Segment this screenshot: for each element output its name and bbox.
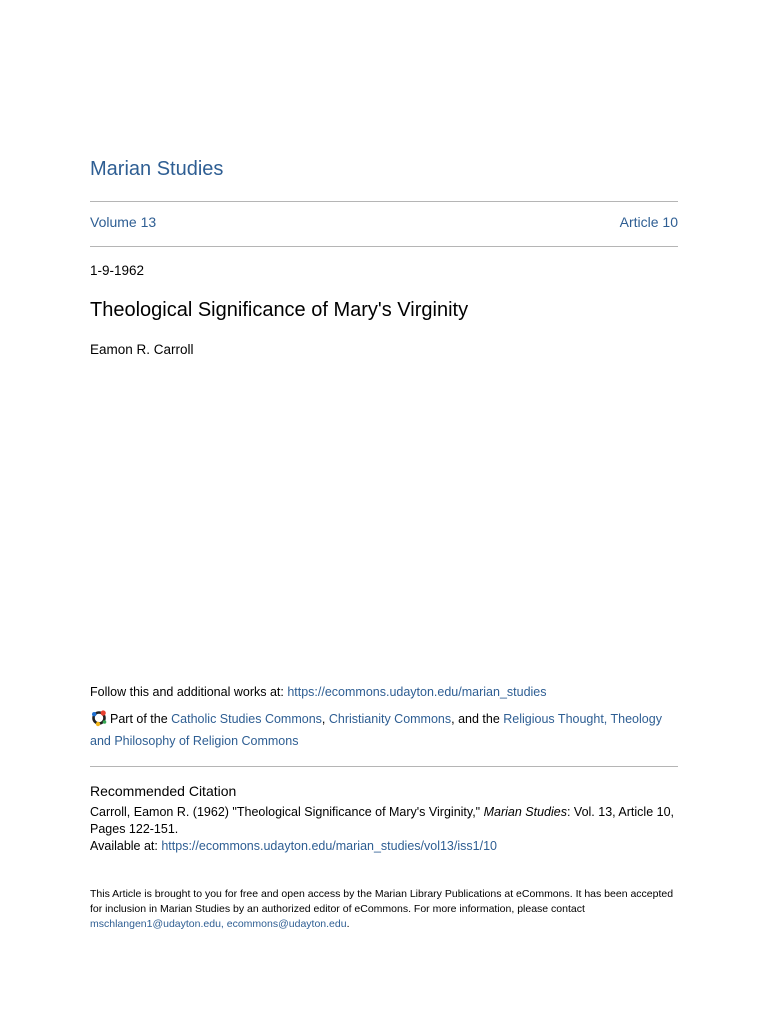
- follow-url-link[interactable]: https://ecommons.udayton.edu/marian_studies: [287, 685, 547, 699]
- citation-journal: Marian Studies: [483, 805, 567, 819]
- follow-prefix: Follow this and additional works at:: [90, 685, 288, 699]
- commons-network-icon: [90, 709, 108, 727]
- volume-link[interactable]: Volume 13: [90, 214, 157, 230]
- part-of-separator: , and the: [451, 712, 504, 726]
- citation-block: [90, 804, 680, 855]
- contact-email-links[interactable]: mschlangen1@udayton.edu, ecommons@udayton.edu: [90, 918, 347, 930]
- follow-line: [90, 685, 680, 699]
- available-at-link[interactable]: https://ecommons.udayton.edu/marian_studies/vol13/iss1/10: [161, 839, 497, 853]
- part-of-separator: ,: [321, 712, 329, 726]
- article-number-link[interactable]: Article 10: [619, 214, 678, 230]
- journal-title[interactable]: Marian Studies: [90, 158, 224, 180]
- catholic-studies-commons-link[interactable]: Catholic Studies Commons: [171, 712, 322, 726]
- access-notice-end: .: [346, 918, 350, 930]
- citation-divider: [90, 766, 678, 767]
- header-top-divider: [90, 201, 678, 202]
- christianity-commons-link[interactable]: Christianity Commons: [328, 712, 452, 726]
- access-notice: [90, 887, 680, 932]
- article-title: Theological Significance of Mary's Virginity: [90, 299, 469, 321]
- religious-thought-commons-link[interactable]: Religious Thought, Theology and Philosophy of Religion Commons: [90, 712, 662, 748]
- citation-text-end: : Vol. 13, Article 10, Pages 122-151.: [90, 805, 674, 836]
- citation-text: Carroll, Eamon R. (1962) "Theological Significance of Mary's Virginity,": [90, 805, 484, 819]
- article-author: Eamon R. Carroll: [90, 342, 194, 357]
- recommended-citation-heading: Recommended Citation: [90, 783, 237, 799]
- available-at-prefix: Available at:: [90, 839, 162, 853]
- header-bottom-divider: [90, 246, 678, 247]
- part-of-commons: [90, 708, 680, 752]
- publication-date: 1-9-1962: [90, 263, 145, 278]
- access-notice-text: This Article is brought to you for free and open access by the Marian Library Publications at eCommons. It has been accepted for inclusion in Marian Studies by an authorized editor of eCommons. For more information, please contact: [90, 888, 674, 915]
- part-of-prefix: Part of the: [110, 712, 172, 726]
